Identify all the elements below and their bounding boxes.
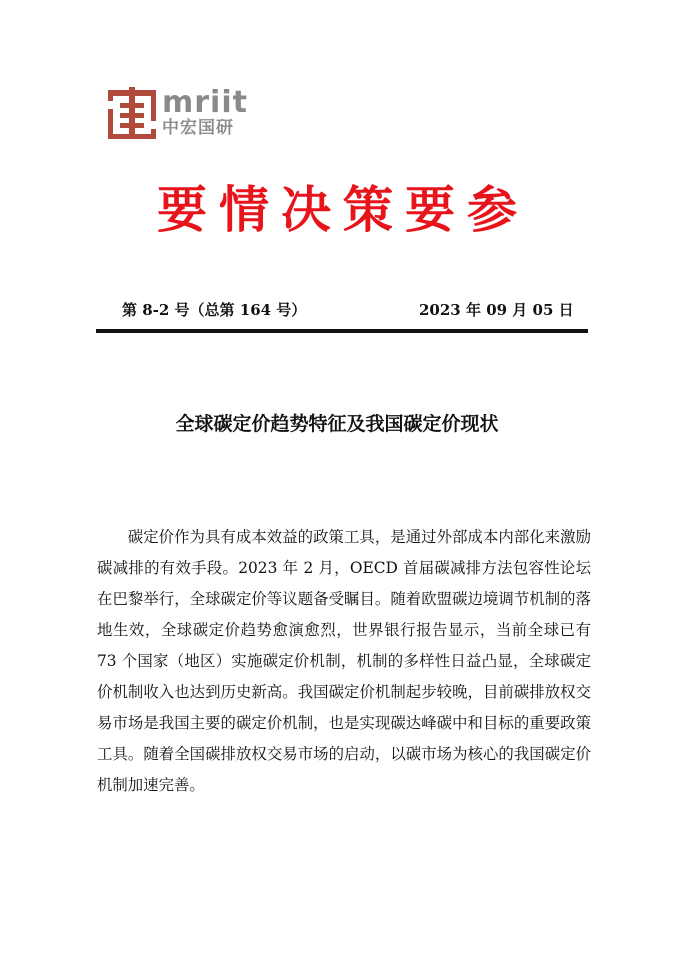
mriit-logo-icon — [108, 87, 156, 139]
issue-number: 第 8-2 号（总第 164 号） — [122, 301, 307, 319]
logo-chinese: 中宏国研 — [162, 118, 234, 138]
logo-english: mriit — [162, 85, 248, 120]
header-divider — [96, 329, 588, 333]
masthead-title: 要情决策要参 — [157, 181, 529, 239]
logo — [108, 86, 248, 140]
logo-text — [162, 85, 248, 138]
issue-date: 2023 年 09 月 05 日 — [419, 301, 574, 319]
article-title: 全球碳定价趋势特征及我国碳定价现状 — [175, 413, 499, 435]
article-paragraph: 碳定价作为具有成本效益的政策工具，是通过外部成本内部化来激励碳减排的有效手段。2023 年 2 月，OECD 首届碳减排方法包容性论坛在巴黎举行，全球碳定价等议题备受瞩目。随着欧盟碳边境调节机制的落地生效，全球碳定价趋势愈演愈烈，世界银行报告显示，当前全球已有 73 个国家（地区）实施碳定价机制，机制的多样性日益凸显，全球碳定价机制收入也达到历史新高。我国碳定价机制起步较晚，目前碳排放权交易市场是我国主要的碳定价机制，也是实现碳达峰碳中和目标的重要政策工具。随着全国碳排放权交易市场的启动，以碳市场为核心的我国碳定价机制加速完善。 — [97, 528, 591, 794]
